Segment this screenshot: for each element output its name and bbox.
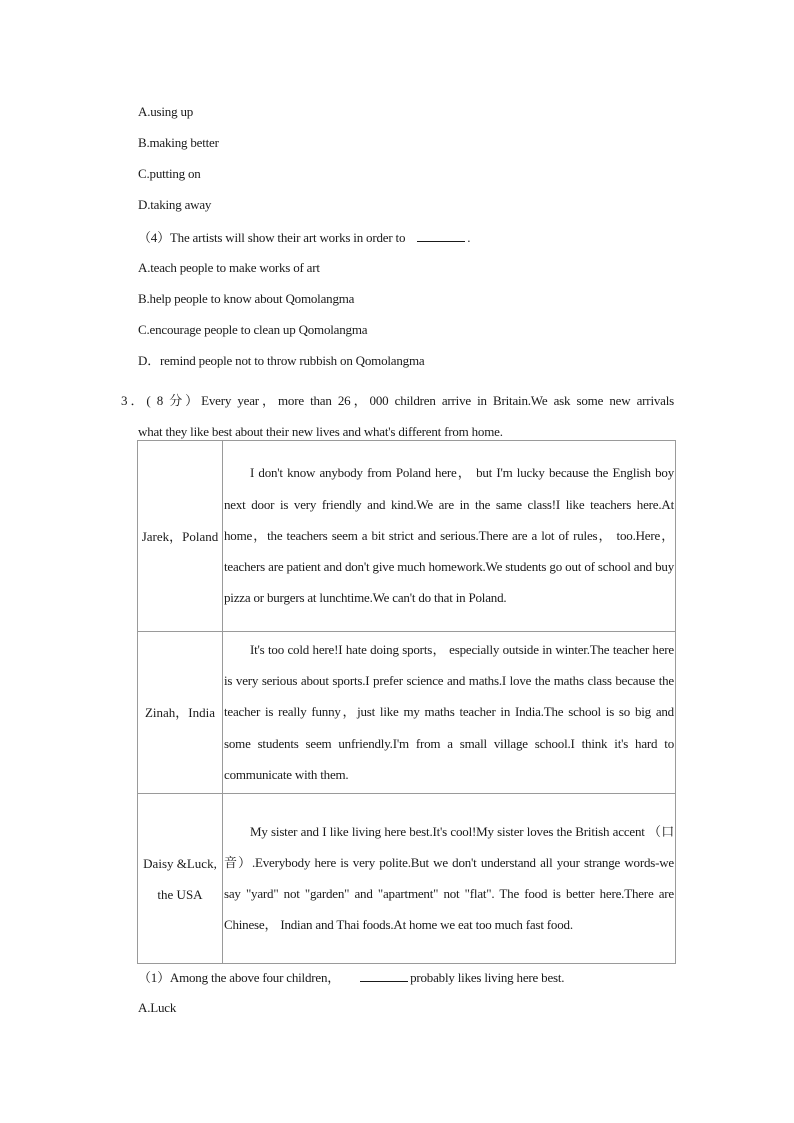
option-d-remind-people: D．remind people not to throw rubbish on Qomolangma (138, 353, 425, 368)
student-comment: I don't know anybody from Poland here， but I'm lucky because the English boy next door is very friendly and kind.We are in the same class!I like teachers here.At home，the teachers seem a bit strict and serious.There are a lot of rules， too.Here， teachers are patient and don't give much homework.We students go out of school and buy pizza or burgers at lunchtime.We can't do that in Poland. (224, 465, 674, 606)
question-2-4 (138, 229, 470, 246)
student-comment-cell (223, 632, 676, 794)
student-name-cell: Zinah，India (138, 632, 223, 794)
option-b-making-better: B.making better (138, 135, 219, 150)
question-3-line-2: what they like best about their new lives and what's different from home. (138, 424, 503, 439)
student-comment: It's too cold here!I hate doing sports， especially outside in winter.The teacher here is very serious about sports.I prefer science and maths.I love the maths class because the teacher is really funny，just like my maths teacher in India.The school is so big and some students seem unfriendly.I'm from a small village school.I think it's hard to communicate with them. (224, 642, 674, 782)
question-2-4-tail: . (467, 230, 471, 245)
table-row (138, 632, 676, 794)
student-name-cell: Daisy &Luck, the USA (138, 794, 223, 964)
option-a-using-up: A.using up (138, 104, 194, 119)
answer-blank (417, 229, 465, 242)
student-profiles-table (137, 440, 676, 964)
question-3-intro (121, 385, 674, 447)
answer-blank (360, 969, 408, 982)
option-d-taking-away: D.taking away (138, 197, 212, 212)
question-3-1 (138, 969, 564, 986)
option-a-teach-people: A.teach people to make works of art (138, 260, 320, 275)
student-comment: My sister and I like living here best.It's cool!My sister loves the British accent （口音）.Everybody here is very polite.But we don't understand all your strange words-we say "yard" not "garden" and "apartment" not "flat". The food is better here.There are Chinese， Indian and Thai foods.At home we eat too much fast food. (224, 823, 674, 933)
option-b-help-people: B.help people to know about Qomolangma (138, 291, 355, 306)
table-row (138, 794, 676, 964)
option-c-putting-on: C.putting on (138, 166, 201, 181)
question-3-line-1: 3．( 8 分）Every year，more than 26，000 children arrive in Britain.We ask some new arrivals (121, 393, 674, 408)
option-c-encourage-people: C.encourage people to clean up Qomolangma (138, 322, 368, 337)
student-name-cell: Jarek，Poland (138, 441, 223, 632)
question-2-4-stem: （4）The artists will show their art works in order to (138, 230, 406, 245)
table-row (138, 441, 676, 632)
student-comment-cell (223, 441, 676, 632)
question-3-1-stem: （1）Among the above four children， (138, 970, 341, 985)
option-a-luck: A.Luck (138, 1000, 177, 1015)
question-3-1-tail: probably likes living here best. (410, 970, 565, 985)
student-comment-cell (223, 794, 676, 964)
